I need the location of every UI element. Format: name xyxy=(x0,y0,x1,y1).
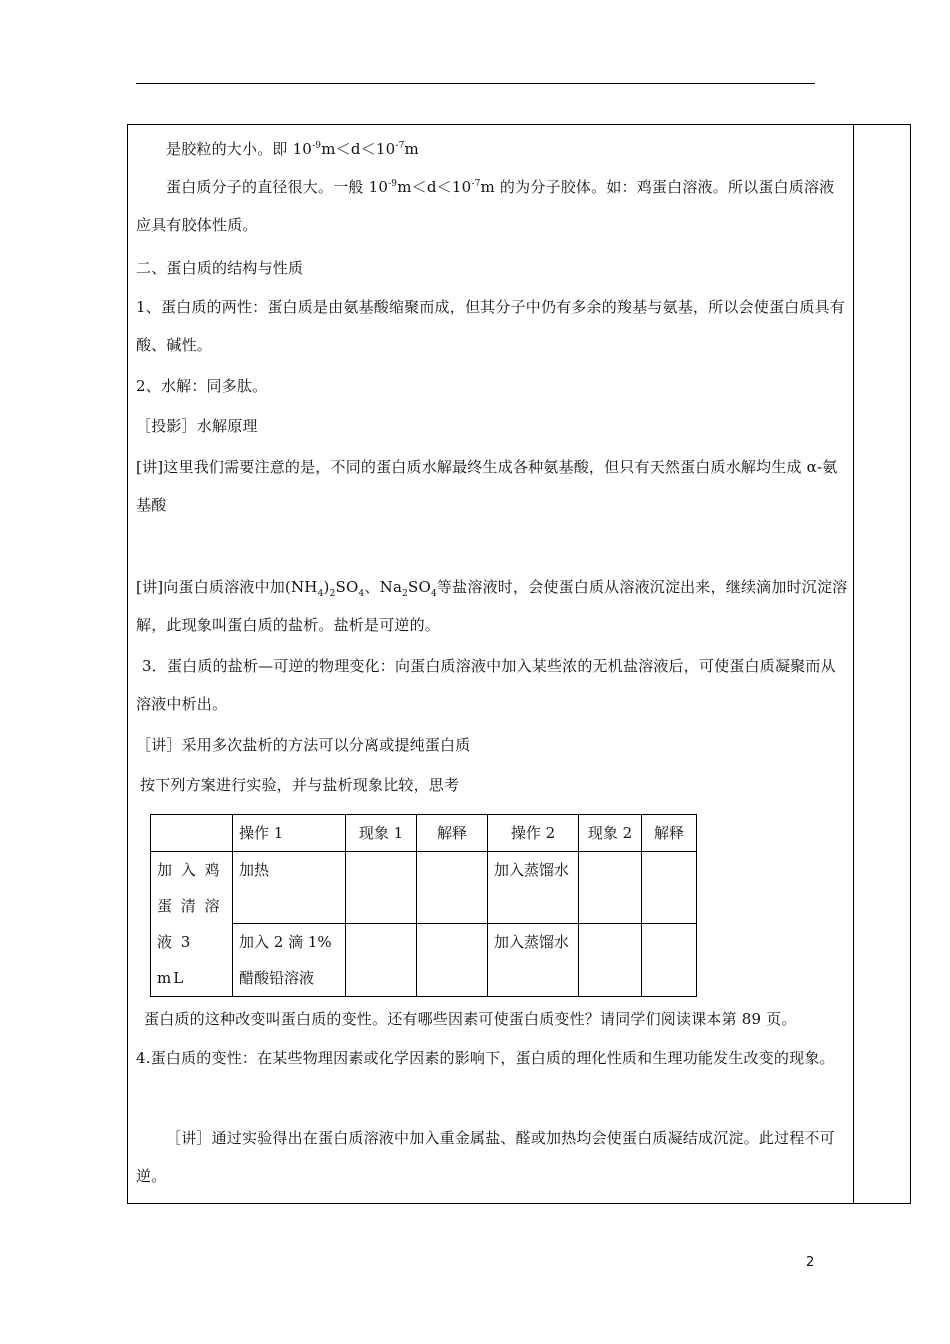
lecture-denaturation: ［讲］通过实验得出在蛋白质溶液中加入重金属盐、醛或加热均会使蛋白质凝结成沉淀。此过程不可逆。 xyxy=(136,1129,835,1185)
table-header-row xyxy=(151,815,697,852)
table-header-cell: 现象 2 xyxy=(579,815,642,852)
table-header-cell: 现象 1 xyxy=(346,815,417,852)
table-cell xyxy=(417,924,488,997)
protein-colloid-paragraph: 蛋白质分子的直径很大。一般 $10^{-9}m<d<10^{-7}m$ 的为分子胶体。如：鸡蛋白溶液。所以蛋白质溶液应具有胶体性质。 xyxy=(136,178,835,234)
lecture-purification: ［讲］采用多次盐析的方法可以分离或提纯蛋白质 xyxy=(136,736,471,754)
experiment-table xyxy=(150,814,697,997)
table-header-cell: 解释 xyxy=(417,815,488,852)
table-row xyxy=(151,852,697,924)
table-cell xyxy=(579,924,642,997)
salting-out-paragraph: 3．蛋白质的盐析—可逆的物理变化：向蛋白质溶液中加入某些浓的无机盐溶液后，可使蛋白质凝聚而从溶液中析出。 xyxy=(136,657,836,713)
projection-line: ［投影］水解原理 xyxy=(136,417,258,435)
table-cell xyxy=(346,852,417,924)
hydrolysis-line: 2、水解：同多肽。 xyxy=(136,377,268,395)
table-cell xyxy=(346,924,417,997)
section-heading: 二、蛋白质的结构与性质 xyxy=(136,259,304,277)
table-header-cell: 操作 2 xyxy=(488,815,579,852)
header-rule xyxy=(136,83,815,84)
row-label-cell: 加 入 鸡 蛋 清 溶 液 3 mL xyxy=(151,852,233,997)
lecture-salting-out: [讲]向蛋白质溶液中加$(NH_4)_2SO_4$、$Na_2SO_4$等盐溶液时，会使蛋白质从溶液沉淀出来，继续滴加时沉淀溶解，此现象叫蛋白质的盐析。盐析是可逆的。 xyxy=(136,578,848,634)
table-cell: 加入蒸馏水 xyxy=(488,924,579,997)
table-cell: 加入 2 滴 1% 醋酸铅溶液 xyxy=(233,924,346,997)
lecture-hydrolysis: [讲]这里我们需要注意的是，不同的蛋白质水解最终生成各种氨基酸，但只有天然蛋白质水解均生成 α-氨基酸 xyxy=(136,458,838,514)
table-cell xyxy=(642,852,697,924)
side-column-divider xyxy=(853,124,854,1204)
denature-intro: 蛋白质的这种改变叫蛋白质的变性。还有哪些因素可使蛋白质变性？请同学们阅读课本第 89 页。 xyxy=(144,1010,797,1028)
table-cell xyxy=(417,852,488,924)
page-number: 2 xyxy=(806,1255,815,1270)
table-cell xyxy=(579,852,642,924)
table-header-cell xyxy=(151,815,233,852)
table-header-cell: 操作 1 xyxy=(233,815,346,852)
colloid-size-line: 是胶粒的大小。即 $10^{-9}m<d<10^{-7}m$ xyxy=(166,140,419,158)
table-header-cell: 解释 xyxy=(642,815,697,852)
denaturation-paragraph: 4.蛋白质的变性：在某些物理因素或化学因素的影响下，蛋白质的理化性质和生理功能发生改变的现象。 xyxy=(136,1049,835,1067)
experiment-intro: 按下列方案进行实验，并与盐析现象比较，思考 xyxy=(140,776,460,794)
table-cell: 加热 xyxy=(233,852,346,924)
table-cell: 加入蒸馏水 xyxy=(488,852,579,924)
table-cell xyxy=(642,924,697,997)
table-row xyxy=(151,924,697,997)
amphoteric-paragraph: 1、蛋白质的两性：蛋白质是由氨基酸缩聚而成，但其分子中仍有多余的羧基与氨基，所以会使蛋白质具有酸、碱性。 xyxy=(136,298,845,354)
